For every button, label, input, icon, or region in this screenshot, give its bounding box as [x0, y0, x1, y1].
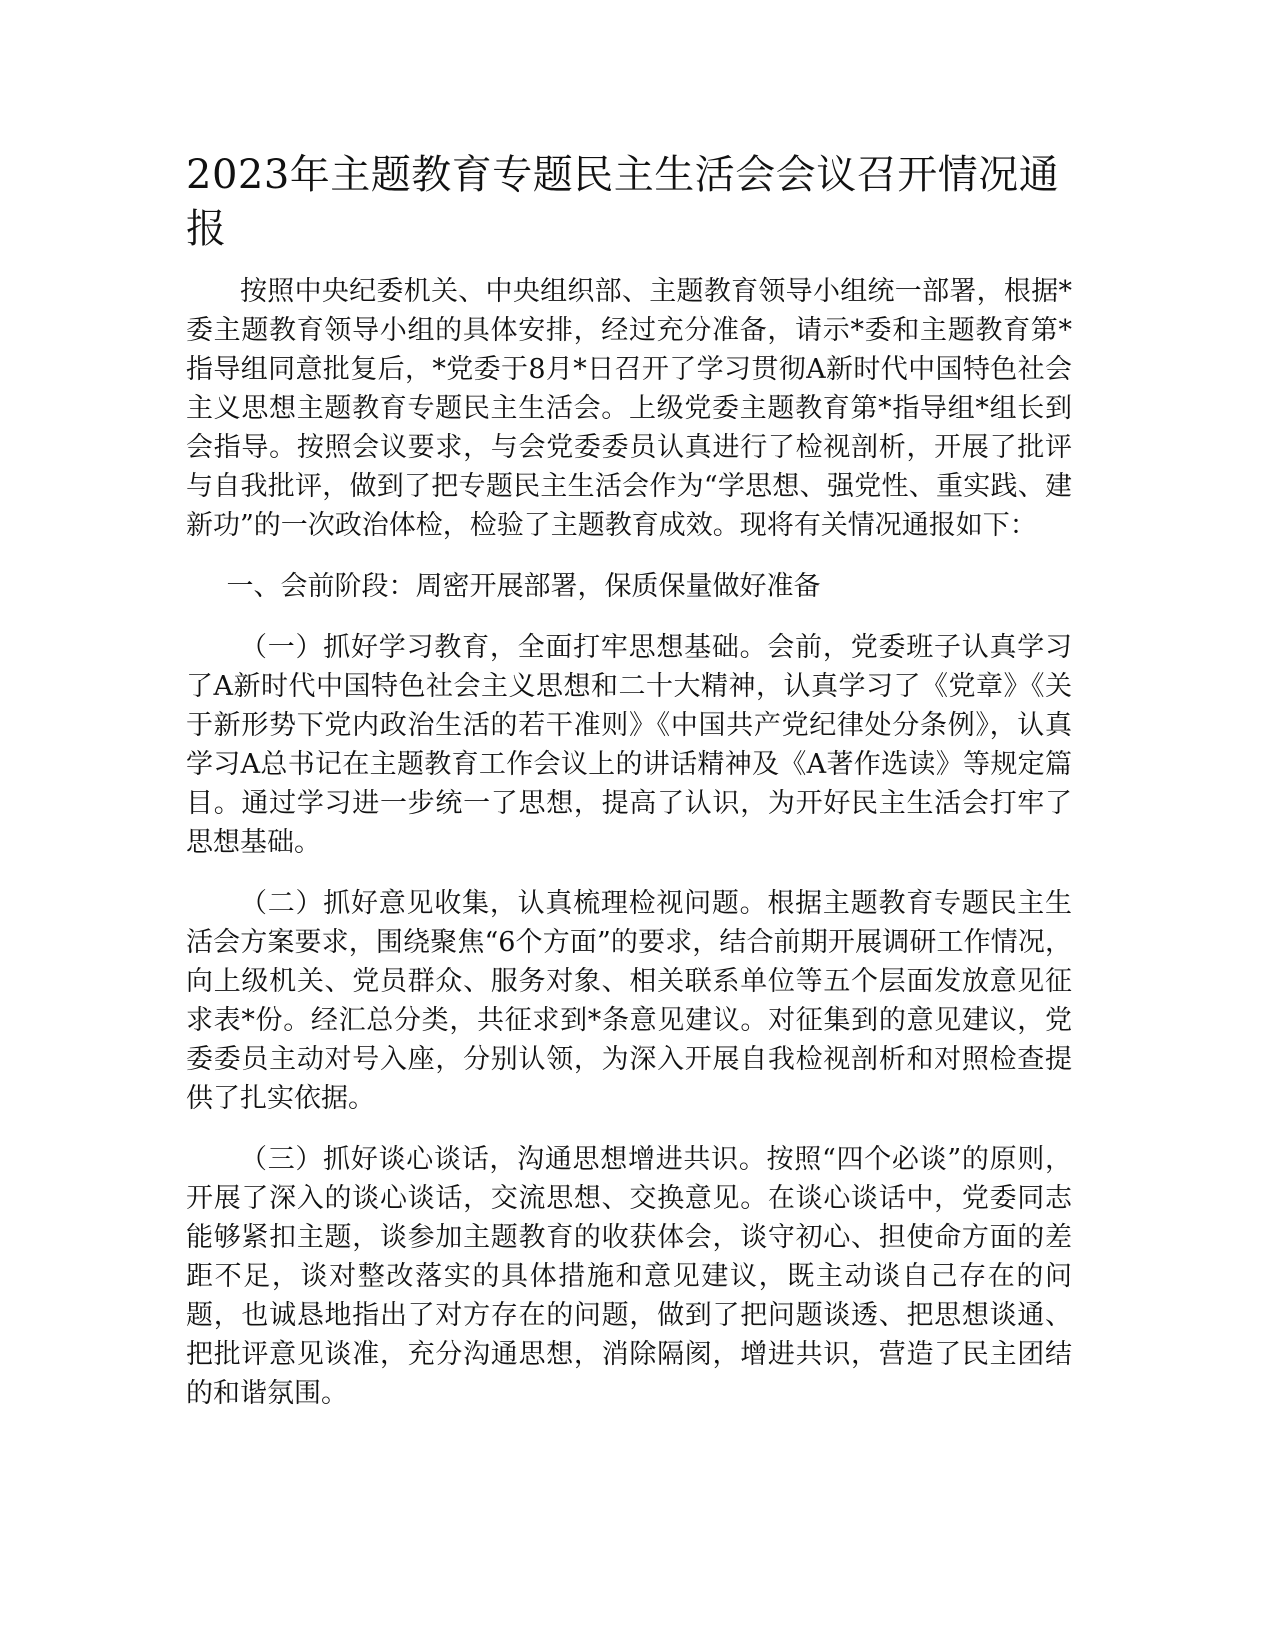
- document-body: [186, 272, 1072, 1413]
- section-heading: 一、会前阶段：周密开展部署，保质保量做好准备: [226, 571, 821, 602]
- intro-paragraph: 按照中央纪委机关、中央组织部、主题教育领导小组统一部署，根据*委主题教育领导小组的具体安排，经过充分准备，请示*委和主题教育第*指导组同意批复后，*党委于8月*日召开了学习贯彻A新时代中国特色社会主义思想主题教育专题民主生活会。上级党委主题教育第*指导组*组长到会指导。按照会议要求，与会党委委员认真进行了检视剖析，开展了批评与自我批评，做到了把专题民主生活会作为“学思想、强党性、重实践、建新功”的一次政治体检，检验了主题教育成效。现将有关情况通报如下：: [186, 276, 1072, 541]
- body-paragraph: （二）抓好意见收集，认真梳理检视问题。根据主题教育专题民主生活会方案要求，围绕聚焦“6个方面”的要求，结合前期开展调研工作情况，向上级机关、党员群众、服务对象、相关联系单位等五个层面发放意见征求表*份。经汇总分类，共征求到*条意见建议。对征集到的意见建议，党委委员主动对号入座，分别认领，为深入开展自我检视剖析和对照检查提供了扎实依据。: [186, 888, 1072, 1114]
- document-page: [186, 148, 1072, 1413]
- body-paragraph: （三）抓好谈心谈话，沟通思想增进共识。按照“四个必谈”的原则，开展了深入的谈心谈话，交流思想、交换意见。在谈心谈话中，党委同志能够紧扣主题，谈参加主题教育的收获体会，谈守初心、担使命方面的差距不足，谈对整改落实的具体措施和意见建议，既主动谈自己存在的问题，也诚恳地指出了对方存在的问题，做到了把问题谈透、把思想谈通、把批评意见谈准，充分沟通思想，消除隔阂，增进共识，营造了民主团结的和谐氛围。: [186, 1144, 1072, 1409]
- document-title: 2023年主题教育专题民主生活会会议召开情况通报: [186, 152, 1060, 252]
- body-paragraph: （一）抓好学习教育，全面打牢思想基础。会前，党委班子认真学习了A新时代中国特色社会主义思想和二十大精神，认真学习了《党章》《关于新形势下党内政治生活的若干准则》《中国共产党纪律处分条例》，认真学习A总书记在主题教育工作会议上的讲话精神及《A著作选读》等规定篇目。通过学习进一步统一了思想，提高了认识，为开好民主生活会打牢了思想基础。: [186, 632, 1072, 858]
